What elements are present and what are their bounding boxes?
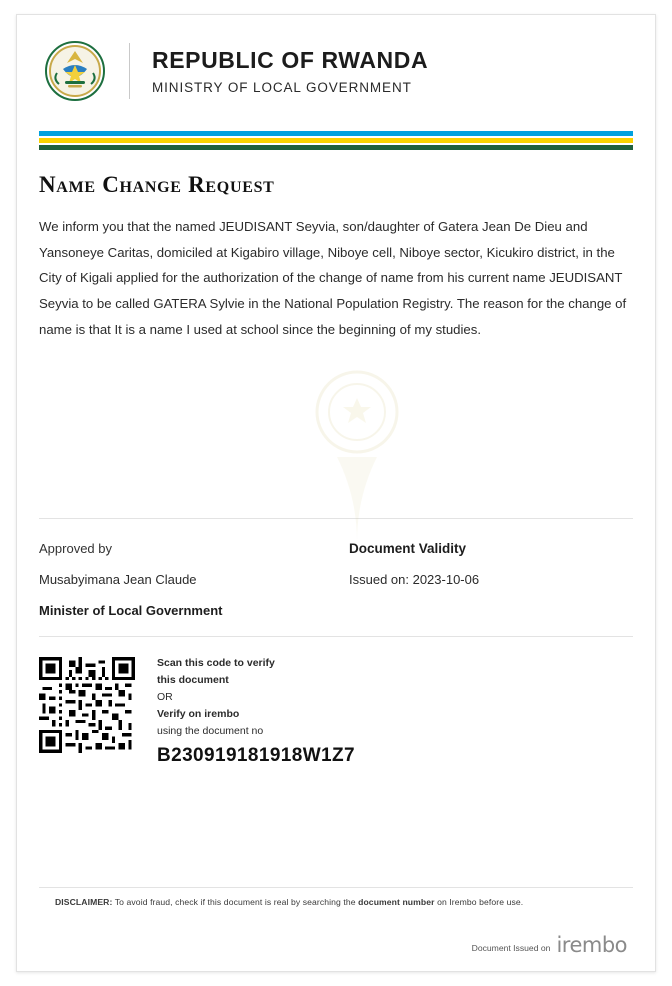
scan-line-2: this document: [157, 673, 229, 686]
document-footer: [17, 887, 655, 957]
certificate-card: [16, 14, 656, 972]
verification-section: [39, 637, 633, 793]
flag-bar-yellow: [39, 138, 633, 143]
qr-code-icon[interactable]: [39, 657, 135, 753]
using-document-no-label: using the document no: [157, 724, 264, 737]
document-body: [17, 172, 655, 793]
issued-by-row: [39, 933, 633, 957]
or-label: OR: [157, 690, 173, 703]
body-spacer: [39, 343, 633, 518]
issued-on-value: Issued on: 2023-10-06: [349, 571, 480, 587]
disclaimer-prefix: DISCLAIMER:: [55, 897, 113, 907]
document-paragraph: We inform you that the named JEUDISANT Seyvia, son/daughter of Gatera Jean De Dieu and Yansoneye Caritas, domiciled at Kigabiro village, Niboye cell, Niboye sector, Kicukiro district, in the City of Kigali applied for the authorization of the change of name from his current name JEUDISANT Seyvia to be called GATERA Sylvie in the National Population Registry. The reason for the change of name is that It is a name I used at school since the beginning of my studies.: [39, 219, 627, 337]
flag-color-bars: [39, 131, 633, 150]
flag-bar-blue: [39, 131, 633, 136]
disclaimer-text: [39, 888, 633, 907]
approval-column: [39, 541, 349, 618]
issued-on-label: Document Issued on: [471, 943, 551, 953]
approved-by-label: Approved by: [39, 540, 112, 556]
disclaimer-body: To avoid fraud, check if this document is real by searching the: [112, 897, 359, 907]
rwanda-coat-of-arms-icon: [43, 39, 107, 103]
validity-column: [349, 541, 633, 618]
disclaimer-suffix: on Irembo before use.: [434, 897, 524, 907]
approver-name: Musabyimana Jean Claude: [39, 571, 197, 587]
verify-on-irembo-label: Verify on irembo: [157, 707, 240, 720]
scan-line-1: Scan this code to verify: [157, 656, 275, 669]
document-validity-label: Document Validity: [349, 540, 467, 556]
ministry-subtitle: MINISTRY OF LOCAL GOVERNMENT: [152, 80, 412, 96]
approval-section: [39, 519, 633, 636]
header-titles: [152, 47, 629, 95]
qr-code-wrapper: [39, 657, 143, 767]
header-divider: [129, 43, 130, 99]
republic-title: REPUBLIC OF RWANDA: [152, 46, 429, 73]
page-title: Name Change Request: [39, 172, 275, 197]
verification-text: [143, 657, 633, 767]
flag-bar-green: [39, 145, 633, 150]
document-number: B230919181918W1Z7: [157, 744, 355, 766]
disclaimer-bold: document number: [358, 897, 435, 907]
approver-title: Minister of Local Government: [39, 602, 223, 618]
irembo-logo: irembo: [556, 933, 627, 957]
document-header: [17, 15, 655, 109]
